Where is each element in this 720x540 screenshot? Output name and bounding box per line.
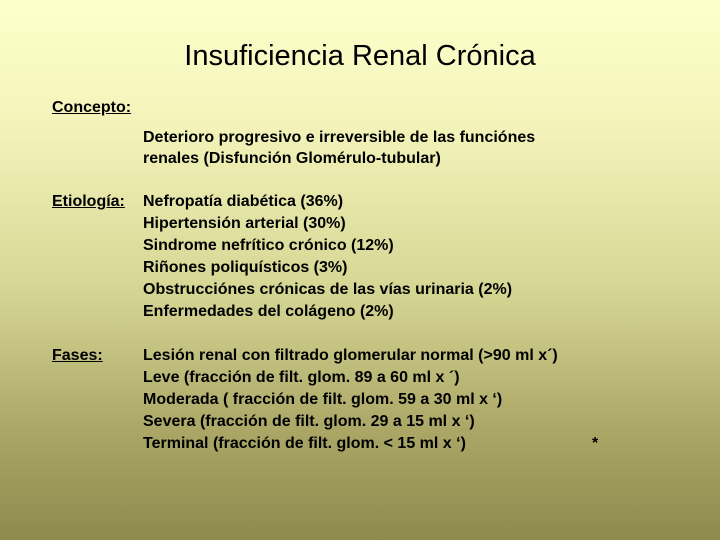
concepto-label: Concepto: <box>52 99 132 116</box>
concepto-line: Deterioro progresivo e irreversible de las funciónes <box>143 129 536 146</box>
fases-item: Terminal (fracción de filt. glom. < 15 ml x ‘) <box>143 435 466 452</box>
etiologia-item: Riñones poliquísticos (3%) <box>143 259 348 276</box>
etiologia-item: Sindrome nefrítico crónico (12%) <box>143 237 394 254</box>
fases-item: Leve (fracción de filt. glom. 89 a 60 ml x ´) <box>143 369 460 386</box>
fases-item: Lesión renal con filtrado glomerular normal (>90 ml x´) <box>143 347 558 364</box>
etiologia-item: Hipertensión arterial (30%) <box>143 215 346 232</box>
slide-title: Insuficiencia Renal Crónica <box>184 40 536 72</box>
fases-item: Severa (fracción de filt. glom. 29 a 15 ml x ‘) <box>143 413 475 430</box>
etiologia-item: Enfermedades del colágeno (2%) <box>143 303 394 320</box>
etiologia-item: Obstrucciónes crónicas de las vías urinaria (2%) <box>143 281 513 298</box>
footnote-asterisk: * <box>592 435 599 452</box>
etiologia-item: Nefropatía diabética (36%) <box>143 193 344 210</box>
concepto-line: renales (Disfunción Glomérulo-tubular) <box>143 150 441 167</box>
fases-item: Moderada ( fracción de filt. glom. 59 a 30 ml x ‘) <box>143 391 503 408</box>
etiologia-label: Etiología: <box>52 193 125 210</box>
fases-label: Fases: <box>52 347 103 364</box>
